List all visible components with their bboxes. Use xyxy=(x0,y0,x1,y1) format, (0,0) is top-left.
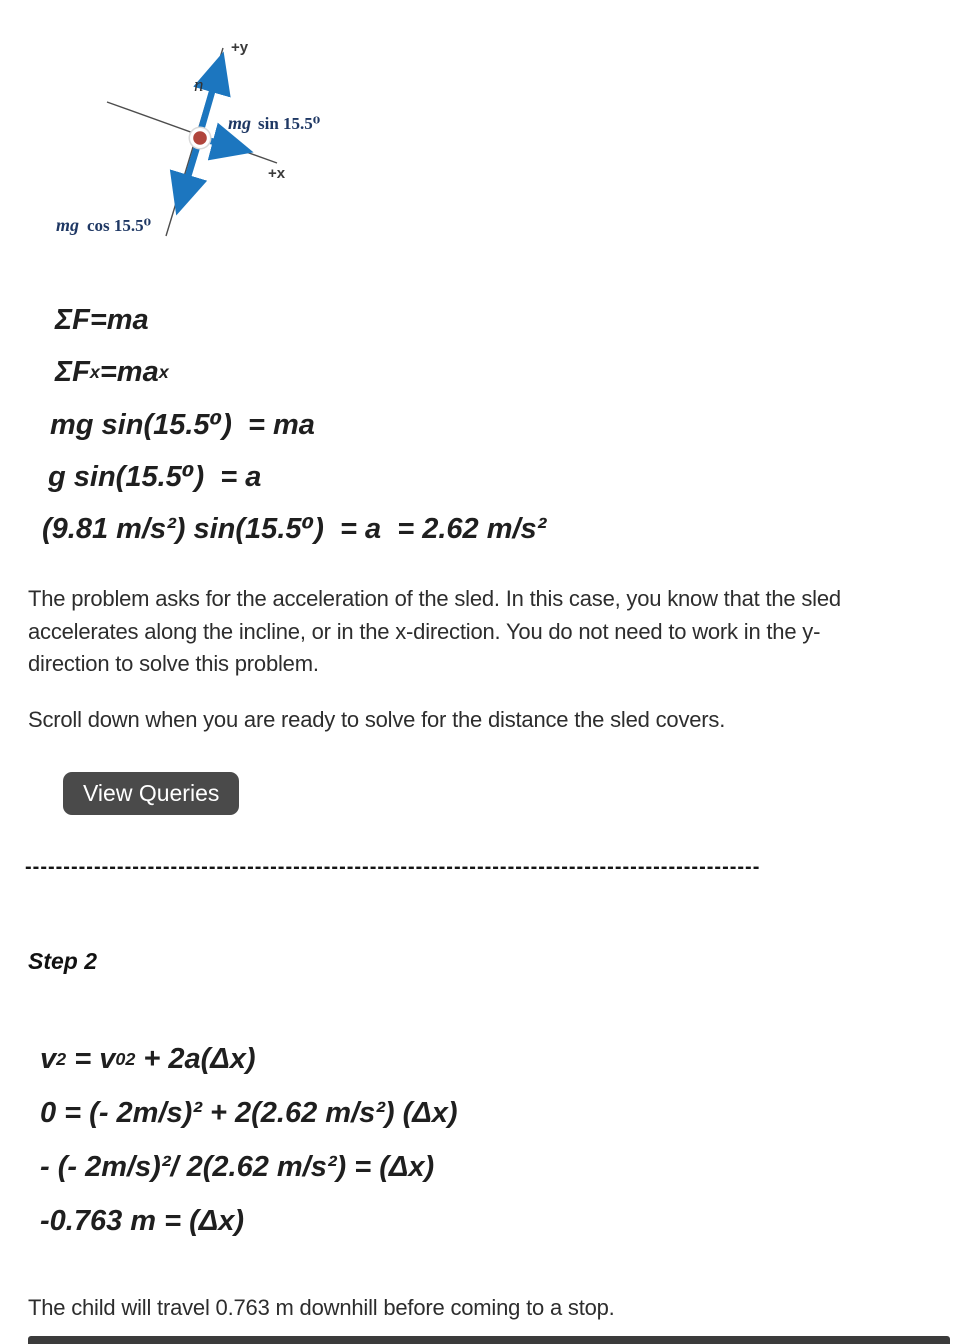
mg-cos-force-arrow-icon xyxy=(180,147,197,203)
mg-cos-label: cos 15.5⁰ xyxy=(87,216,152,235)
mg-sin-label: sin 15.5⁰ xyxy=(258,114,321,133)
mg-cos-label-var: mg xyxy=(56,215,80,235)
paragraph-line: accelerates along the incline, or in the x-direction. You do not need to work in the y- xyxy=(28,618,821,644)
equation-solve-dx: - (- 2m/s)²/ 2(2.62 m/s²) = (Δx) xyxy=(40,1150,435,1183)
view-queries-button[interactable] xyxy=(63,772,239,815)
x-axis-label: +x xyxy=(268,165,286,182)
step2-heading: Step 2 xyxy=(28,948,98,974)
explanation-paragraph xyxy=(28,583,841,681)
equation-sum-fx: ΣF x =ma x xyxy=(55,355,169,388)
mg-sin-label-var: mg xyxy=(228,113,252,133)
equation-dx-result: -0.763 m = (Δx) xyxy=(40,1204,245,1237)
equation-mg-sin: mg sin(15.5⁰) = ma xyxy=(50,408,315,441)
view-queries-button-label: View Queries xyxy=(83,780,220,806)
y-axis-label: +y xyxy=(231,39,249,56)
equation-substitution: 0 = (- 2m/s)² + 2(2.62 m/s²) (Δx) xyxy=(40,1096,458,1129)
normal-force-label: n xyxy=(194,75,204,96)
paragraph-line: direction to solve this problem. xyxy=(28,651,319,676)
equation-sum-f: ΣF=ma xyxy=(55,303,149,336)
paragraph-line: The problem asks for the acceleration of the sled. In this case, you know that the sled xyxy=(28,586,841,611)
equation-kinematic: v 2 = v 0 2 + 2a(Δx) xyxy=(40,1042,256,1075)
bottom-dark-bar xyxy=(28,1336,950,1344)
scroll-instruction: Scroll down when you are ready to solve for the distance the sled covers. xyxy=(28,707,726,732)
conclusion-text: The child will travel 0.763 m downhill before coming to a stop. xyxy=(28,1295,615,1320)
object-dot xyxy=(189,127,212,150)
normal-force-arrow-icon xyxy=(201,64,220,130)
equation-acceleration-result: (9.81 m/s²) sin(15.5⁰) = a = 2.62 m/s² xyxy=(42,512,547,545)
dashed-separator: ------------------------------------------------------------------------------------------------ xyxy=(25,856,761,878)
mg-sin-force-arrow-icon xyxy=(207,140,241,149)
free-body-diagram xyxy=(0,0,400,260)
step2-equations xyxy=(0,1032,458,1248)
equation-g-sin: g sin(15.5⁰) = a xyxy=(48,460,262,493)
step1-equations xyxy=(0,294,546,554)
